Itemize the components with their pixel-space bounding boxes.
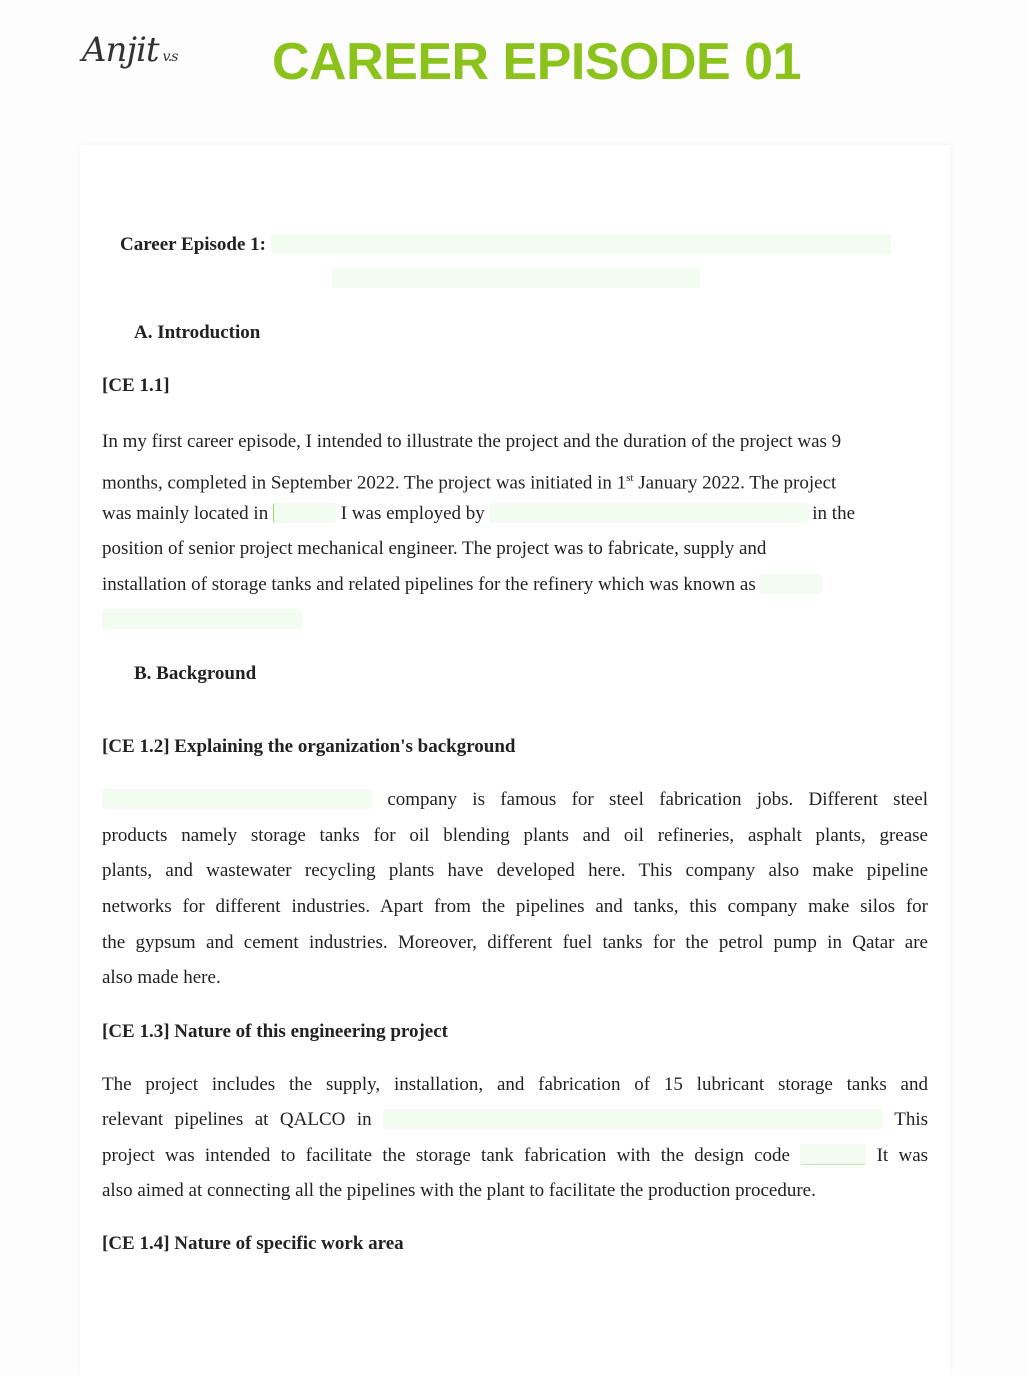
redacted-text xyxy=(102,609,302,629)
ce14-heading: [CE 1.4] Nature of specific work area xyxy=(102,1233,404,1254)
paragraph-line: plants, and wastewater recycling plants have developed here. This company also make pipeline xyxy=(102,860,928,881)
career-episode-heading xyxy=(120,233,946,257)
paragraph-line: products namely storage tanks for oil blending plants and oil refineries, asphalt plants, grease xyxy=(102,825,928,846)
redacted-text xyxy=(760,574,822,594)
paragraph-line: networks for different industries. Apart from the pipelines and tanks, this company make silos for xyxy=(102,896,928,917)
paragraph-line: In my first career episode, I intended to illustrate the project and the duration of the project was 9 xyxy=(102,431,842,452)
redacted-text xyxy=(800,1144,866,1165)
section-a-heading: A. Introduction xyxy=(134,322,261,343)
ce11-label: [CE 1.1] xyxy=(102,375,170,396)
redacted-text xyxy=(332,268,700,288)
paragraph-line: also made here. xyxy=(102,967,221,988)
ce12-heading: [CE 1.2] Explaining the organization's background xyxy=(102,736,516,757)
paragraph-line: installation of storage tanks and related pipelines for the refinery which was known as xyxy=(102,573,928,597)
section-b-heading: B. Background xyxy=(134,663,257,684)
ce13-heading: [CE 1.3] Nature of this engineering project xyxy=(102,1021,448,1042)
paragraph-line: also aimed at connecting all the pipelines with the plant to facilitate the production procedure. xyxy=(102,1180,816,1201)
paragraph-line: position of senior project mechanical engineer. The project was to fabricate, supply and xyxy=(102,538,767,559)
redacted-text xyxy=(273,503,336,523)
redacted-text xyxy=(271,234,891,254)
page-title: CAREER EPISODE 01 xyxy=(272,33,801,91)
redacted-text xyxy=(383,1109,883,1129)
paragraph-line: was mainly located in I was employed by in the xyxy=(102,503,856,524)
heading-text: Career Episode 1: xyxy=(120,234,267,255)
paragraph-line: The project includes the supply, installation, and fabrication of 15 lubricant storage tanks and xyxy=(102,1074,928,1095)
paragraph-line: relevant pipelines at QALCO in This xyxy=(102,1109,929,1130)
signature-logo: Anjit v.s xyxy=(82,30,178,70)
paragraph-line: project was intended to facilitate the storage tank fabrication with the design code It was xyxy=(102,1145,929,1166)
redacted-text xyxy=(102,789,372,809)
paragraph-line: company is famous for steel fabrication jobs. Different steel xyxy=(102,788,928,812)
redacted-text xyxy=(490,503,808,523)
paragraph-line: months, completed in September 2022. The project was initiated in 1st January 2022. The project xyxy=(102,472,837,494)
paragraph-line: the gypsum and cement industries. Moreover, different fuel tanks for the petrol pump in Qatar are xyxy=(102,932,928,953)
